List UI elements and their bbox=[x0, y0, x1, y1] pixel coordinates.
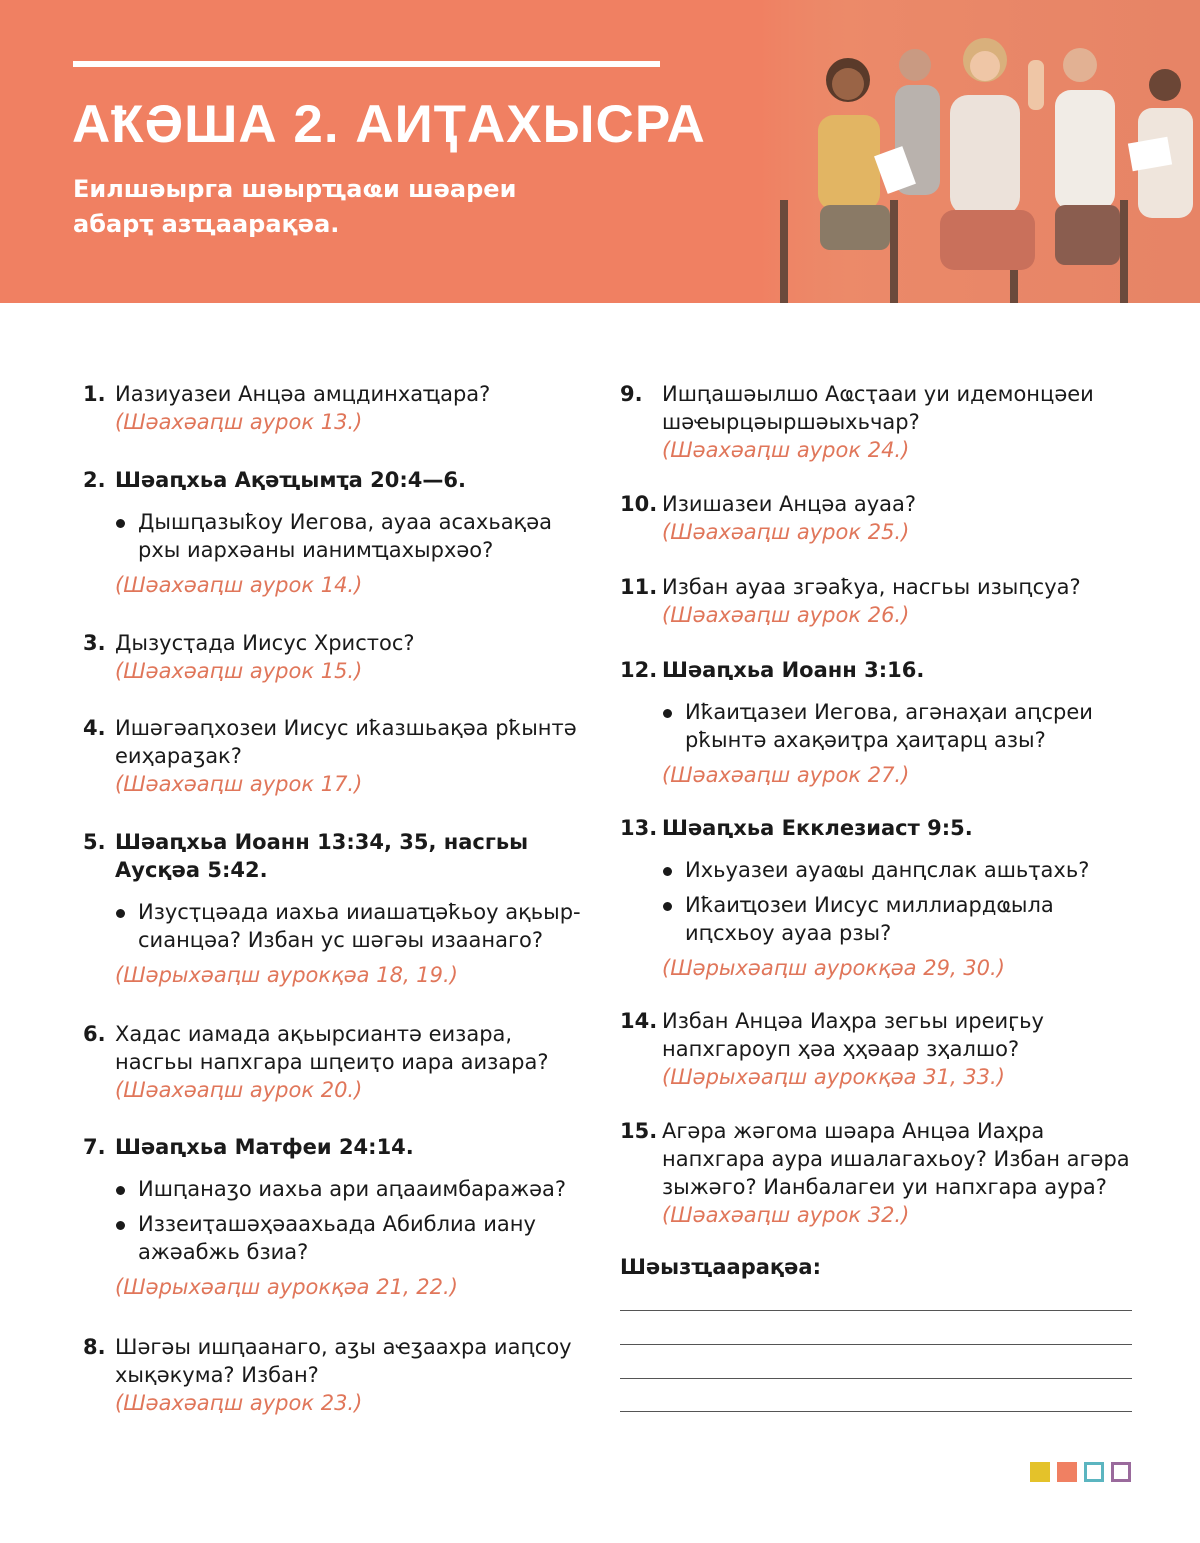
bullet-item bbox=[662, 698, 1137, 754]
question-body bbox=[115, 1333, 585, 1417]
question-number: 5. bbox=[83, 830, 106, 854]
yellow-square-icon bbox=[1030, 1462, 1050, 1482]
question-text: Шəгəы ишԥаанаго, аӡы аҽӡаахра иаԥсоу хықəкума? Избан? bbox=[115, 1335, 572, 1387]
question-number: 11. bbox=[620, 575, 658, 599]
scripture-reading: Шəаԥхьа Иоанн 3:16. bbox=[662, 658, 925, 682]
question-text: Дызусҭада Иисус Христос? bbox=[115, 631, 415, 655]
people-sitting-illustration bbox=[760, 0, 1200, 303]
bullet-list bbox=[115, 1175, 585, 1266]
question-body bbox=[115, 828, 585, 989]
lesson-reference: (Шəахəаԥш аурок 14.) bbox=[115, 573, 363, 597]
lesson-reference: (Шəахəаԥш аурок 20.) bbox=[115, 1078, 363, 1102]
lesson-reference: (Шəахəаԥш аурок 32.) bbox=[662, 1203, 910, 1227]
bullet-icon bbox=[116, 909, 125, 918]
question-body bbox=[115, 714, 585, 798]
lesson-header bbox=[0, 0, 1200, 303]
question-number: 1. bbox=[83, 382, 106, 406]
question-text: Хадас иамада ақьырсиантə еизара, насгьы напхгара шԥеиҭо иара аизара? bbox=[115, 1022, 549, 1074]
question-number: 6. bbox=[83, 1022, 106, 1046]
question-number: 13. bbox=[620, 816, 658, 840]
bullet-list bbox=[115, 508, 585, 564]
subtitle-line: абарҭ азҵаарақəа. bbox=[73, 210, 340, 238]
question-number: 12. bbox=[620, 658, 658, 682]
bullet-text: Иҟаиҵазеи Иегова, агəнаҳаи аԥсреи рҟынтə ахақəиҭра ҳаиҭарц азы? bbox=[685, 700, 1093, 752]
bullet-item bbox=[115, 1210, 585, 1266]
bullet-list bbox=[115, 898, 585, 954]
scripture-reading: Шəаԥхьа Иоанн 13:34, 35, насгьы Аусқəа 5:42. bbox=[115, 830, 529, 882]
question-number: 8. bbox=[83, 1335, 106, 1359]
bullet-text: Ихьуазеи ауаҩы данԥслак ашьҭахь? bbox=[685, 858, 1090, 882]
question-body bbox=[662, 1007, 1137, 1091]
bullet-icon bbox=[663, 867, 672, 876]
question-body bbox=[115, 466, 585, 599]
lesson-reference: (Шəахəаԥш аурок 26.) bbox=[662, 603, 910, 627]
question-body bbox=[662, 490, 1137, 546]
notes-line[interactable] bbox=[620, 1411, 1132, 1412]
bullet-icon bbox=[116, 1186, 125, 1195]
scripture-reading: Шəаԥхьа Ақəҵымҭа 20:4—6. bbox=[115, 468, 466, 492]
subtitle-line: Еилшəырга шəырҵаҩи шəареи bbox=[73, 175, 517, 203]
lesson-reference: (Шəрыхəаԥш аурокқəа 29, 30.) bbox=[662, 956, 1005, 980]
lesson-reference: (Шəахəаԥш аурок 27.) bbox=[662, 763, 910, 787]
question-body bbox=[115, 629, 585, 685]
bullet-list bbox=[662, 856, 1137, 947]
question-number: 3. bbox=[83, 631, 106, 655]
question-number: 14. bbox=[620, 1009, 658, 1033]
question-text: Ишԥашəылшо Аҩсҭааи уи идемонцəеи шəҽырцəыршəыхьчар? bbox=[662, 382, 1094, 434]
question-body bbox=[662, 1117, 1137, 1229]
bullet-list bbox=[662, 698, 1137, 754]
bullet-text: Иззеиҭашəҳəаахьада Абиблиа иану ажəабжь бзиа? bbox=[138, 1212, 536, 1264]
lesson-reference: (Шəрыхəаԥш аурокқəа 31, 33.) bbox=[662, 1065, 1005, 1089]
lesson-reference: (Шəахəаԥш аурок 13.) bbox=[115, 410, 363, 434]
question-number: 7. bbox=[83, 1135, 106, 1159]
notes-line[interactable] bbox=[620, 1344, 1132, 1345]
purple-outline-square-icon bbox=[1111, 1462, 1131, 1482]
bullet-item bbox=[115, 508, 585, 564]
lesson-reference: (Шəрыхəаԥш аурокқəа 18, 19.) bbox=[115, 963, 458, 987]
question-text: Избан Анцəа Иаҳра зегьы иреиӷьу напхгароуп ҳəа ҳҳəаар зҳалшо? bbox=[662, 1009, 1044, 1061]
question-text: Иазиуазеи Анцəа амцдинхаҵара? bbox=[115, 382, 491, 406]
lesson-reference: (Шəрыхəаԥш аурокқəа 21, 22.) bbox=[115, 1275, 458, 1299]
bullet-item bbox=[662, 856, 1137, 884]
lesson-reference: (Шəахəаԥш аурок 23.) bbox=[115, 1391, 363, 1415]
question-text: Ишəгəаԥхозеи Иисус иҟазшьақəа рҟынтə еиҳараӡак? bbox=[115, 716, 577, 768]
orange-square-icon bbox=[1057, 1462, 1077, 1482]
scripture-reading: Шəаԥхьа Матфеи 24:14. bbox=[115, 1135, 414, 1159]
page-title: АҞƏША 2. АИҬАХЫСРА bbox=[72, 95, 706, 154]
question-body bbox=[662, 573, 1137, 629]
bullet-icon bbox=[116, 519, 125, 528]
header-rule bbox=[73, 61, 660, 67]
question-body bbox=[115, 1020, 585, 1104]
bullet-text: Изусҭцəада иахьа ииашаҵəҟьоу ақьыр-сианцəа? Избан ус шəгəы изаанаго? bbox=[138, 900, 581, 952]
lesson-reference: (Шəахəаԥш аурок 17.) bbox=[115, 772, 363, 796]
question-number: 15. bbox=[620, 1119, 658, 1143]
question-body bbox=[662, 814, 1137, 982]
page-subtitle bbox=[73, 172, 516, 242]
question-text: Изишазеи Анцəа ауаа? bbox=[662, 492, 917, 516]
question-number: 2. bbox=[83, 468, 106, 492]
question-body bbox=[115, 380, 585, 436]
bullet-text: Ишԥанаӡо иахьа ари аԥааимбаражəа? bbox=[138, 1177, 567, 1201]
bullet-text: Дышԥазыҟоу Иегова, ауаа асахьақəа рхы иархəаны ианимҵахырхəо? bbox=[138, 510, 553, 562]
notes-line[interactable] bbox=[620, 1378, 1132, 1379]
bullet-icon bbox=[116, 1221, 125, 1230]
question-number: 10. bbox=[620, 492, 658, 516]
scripture-reading: Шəаԥхьа Екклезиаст 9:5. bbox=[662, 816, 973, 840]
question-number: 4. bbox=[83, 716, 106, 740]
lesson-reference: (Шəахəаԥш аурок 15.) bbox=[115, 659, 363, 683]
bullet-text: Иҟаиҵозеи Иисус миллиардҩыла иԥсхьоу ауаа рзы? bbox=[685, 893, 1054, 945]
bullet-icon bbox=[663, 709, 672, 718]
question-text: Избан ауаа згəаҟуа, насгьы изыԥсуа? bbox=[662, 575, 1081, 599]
bullet-item bbox=[115, 898, 585, 954]
question-body bbox=[662, 656, 1137, 789]
bullet-item bbox=[115, 1175, 585, 1203]
notes-line[interactable] bbox=[620, 1310, 1132, 1311]
question-text: Агəра жəгома шəара Анцəа Иаҳра напхгара аура ишалагахьоу? Избан агəра зыжəго? Ианбалагеи уи напхгара аура? bbox=[662, 1119, 1130, 1199]
question-number: 9. bbox=[620, 382, 643, 406]
question-body bbox=[115, 1133, 585, 1301]
teal-outline-square-icon bbox=[1084, 1462, 1104, 1482]
question-body bbox=[662, 380, 1137, 464]
lesson-reference: (Шəахəаԥш аурок 24.) bbox=[662, 438, 910, 462]
lesson-reference: (Шəахəаԥш аурок 25.) bbox=[662, 520, 910, 544]
bullet-icon bbox=[663, 902, 672, 911]
notes-label: Шəызҵаарақəа: bbox=[620, 1255, 821, 1279]
bullet-item bbox=[662, 891, 1137, 947]
